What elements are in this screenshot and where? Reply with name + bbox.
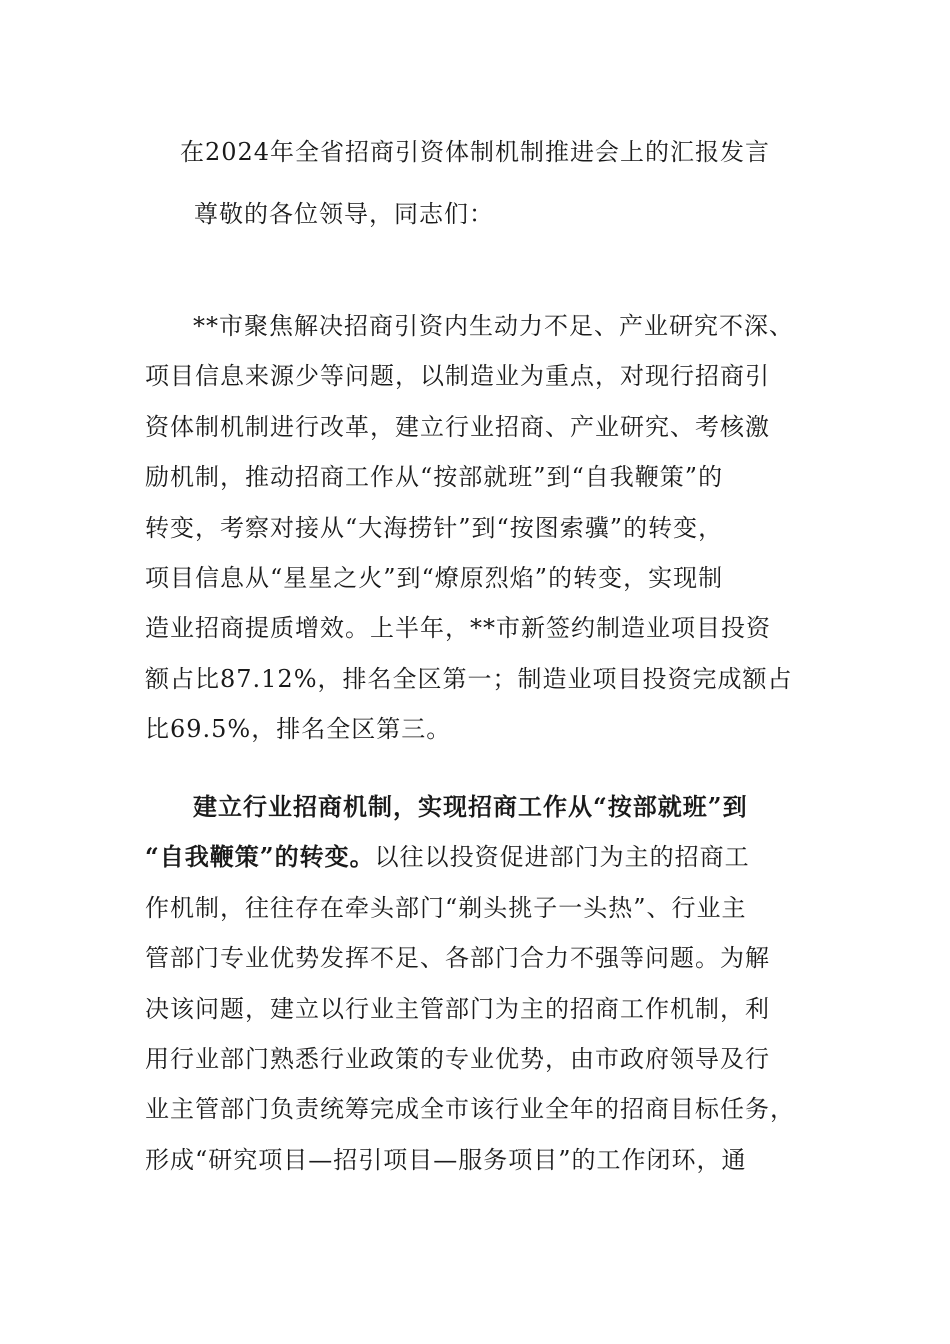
paragraph-1 <box>145 301 805 755</box>
text-line: 转变，考察对接从“大海捞针”到“按图索骥”的转变， <box>145 513 724 542</box>
text-line: 管部门专业优势发挥不足、各部门合力不强等问题。为解 <box>145 944 770 973</box>
paragraph-2 <box>145 782 805 1185</box>
text-line: 业主管部门负责统筹完成全市该行业全年的招商目标任务， <box>145 1095 795 1124</box>
text-line: 比69.5%，排名全区第三。 <box>145 715 452 744</box>
text-line: 形成“研究项目—招引项目—服务项目”的工作闭环，通 <box>145 1145 747 1174</box>
document-title: 在2024年全省招商引资体制机制推进会上的汇报发言 <box>179 138 771 166</box>
text-line: 资体制机制进行改革，建立行业招商、产业研究、考核激 <box>145 412 770 441</box>
text-line: 额占比87.12%，排名全区第一；制造业项目投资完成额占 <box>145 664 793 693</box>
text-line: 励机制，推动招商工作从“按部就班”到“自我鞭策”的 <box>145 463 724 492</box>
section-heading-continued: “自我鞭策”的转变。 <box>145 842 375 872</box>
section-heading: 建立行业招商机制，实现招商工作从“按部就班”到 <box>193 792 748 821</box>
text-line: 项目信息来源少等问题，以制造业为重点，对现行招商引 <box>145 362 770 391</box>
greeting: 尊敬的各位领导，同志们： <box>194 200 494 228</box>
text-line <box>145 832 805 882</box>
text-line-rest: 以往以投资促进部门为主的招商工 <box>374 843 750 872</box>
text-line: 作机制，往往存在牵头部门“剃头挑子一头热”、行业主 <box>145 893 747 922</box>
text-line: 用行业部门熟悉行业政策的专业优势，由市政府领导及行 <box>145 1045 770 1074</box>
text-line: **市聚焦解决招商引资内生动力不足、产业研究不深、 <box>193 312 794 340</box>
text-line: 项目信息从“星星之火”到“燎原烈焰”的转变，实现制 <box>145 564 724 593</box>
text-line: 决该问题，建立以行业主管部门为主的招商工作机制，利 <box>145 994 770 1023</box>
text-line: 造业招商提质增效。上半年，**市新签约制造业项目投资 <box>145 614 771 643</box>
